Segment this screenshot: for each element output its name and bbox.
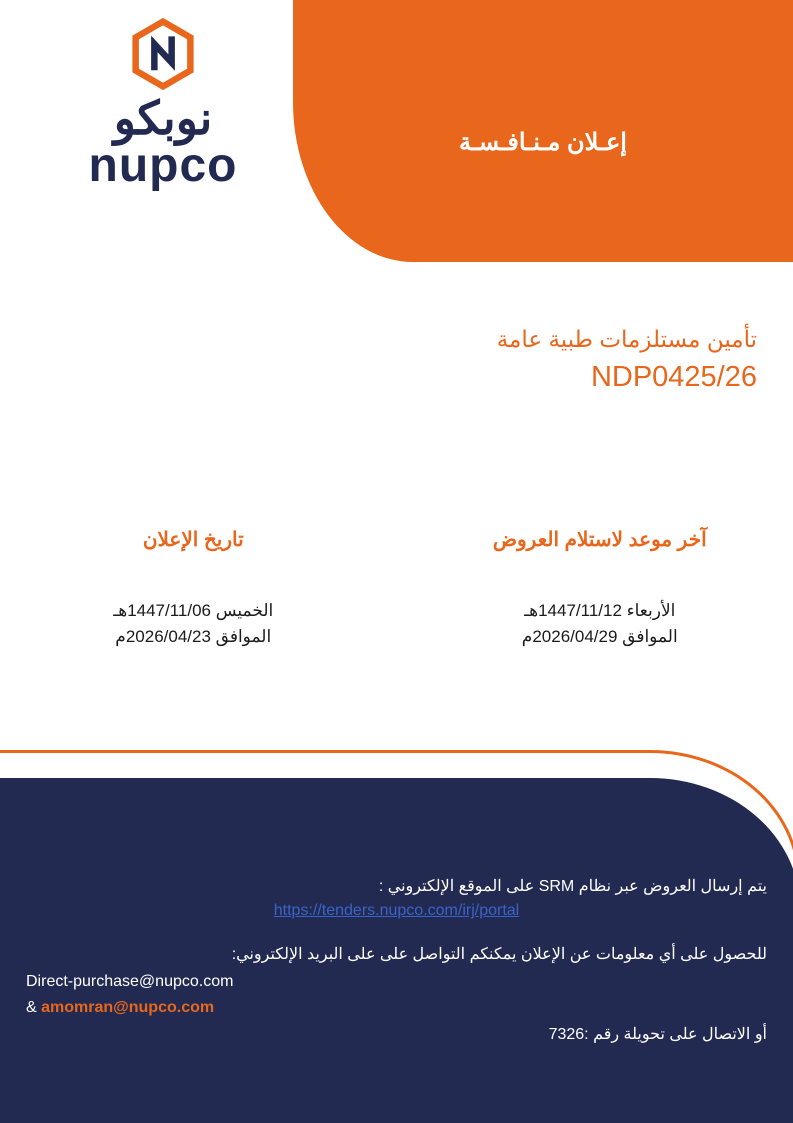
submission-text: يتم إرسال العروض عبر نظام SRM على الموقع الإلكتروني : <box>378 878 767 895</box>
page-title: إعـلان مـنـافـسـة <box>459 129 627 156</box>
secondary-email-row <box>26 995 767 1021</box>
announcement-gregorian: الموافق 2026/04/23م <box>115 627 272 647</box>
deadline-gregorian: الموافق 2026/04/29م <box>521 627 678 647</box>
logo-arabic-text: نوبكو <box>113 92 213 144</box>
tender-number: NDP0425/26 <box>590 360 757 393</box>
primary-email[interactable]: Direct-purchase@nupco.com <box>26 972 234 990</box>
announcement-heading: تاريخ الإعلان <box>142 529 244 551</box>
announcement-hijri: الخميس 1447/11/06هـ <box>113 601 274 620</box>
portal-link[interactable]: https://tenders.nupco.com/irj/portal <box>273 902 520 920</box>
footer-content <box>0 778 793 1123</box>
footer-spacer <box>26 920 767 942</box>
tender-name: تأمين مستلزمات طبية عامة <box>496 326 757 352</box>
nupco-logo <box>38 18 288 193</box>
tender-info <box>27 322 757 397</box>
contact-info-text: للحصول على أي معلومات عن الإعلان يمكنكم التواصل على على البريد الإلكتروني: <box>231 946 767 964</box>
secondary-email[interactable]: amomran@nupco.com <box>41 999 215 1017</box>
nupco-hexagon-icon <box>127 18 199 90</box>
deadline-heading: آخر موعد لاستلام العروض <box>492 529 707 551</box>
deadline-hijri: الأربعاء 1447/11/12هـ <box>524 601 676 620</box>
logo-latin-text: nupco <box>88 139 238 193</box>
announcement-block <box>0 527 397 651</box>
dates-section <box>0 527 793 651</box>
phone-text: أو الاتصال على تحويلة رقم :7326 <box>548 1025 767 1043</box>
deadline-block <box>397 527 793 651</box>
email-conjunction: & <box>26 999 37 1017</box>
